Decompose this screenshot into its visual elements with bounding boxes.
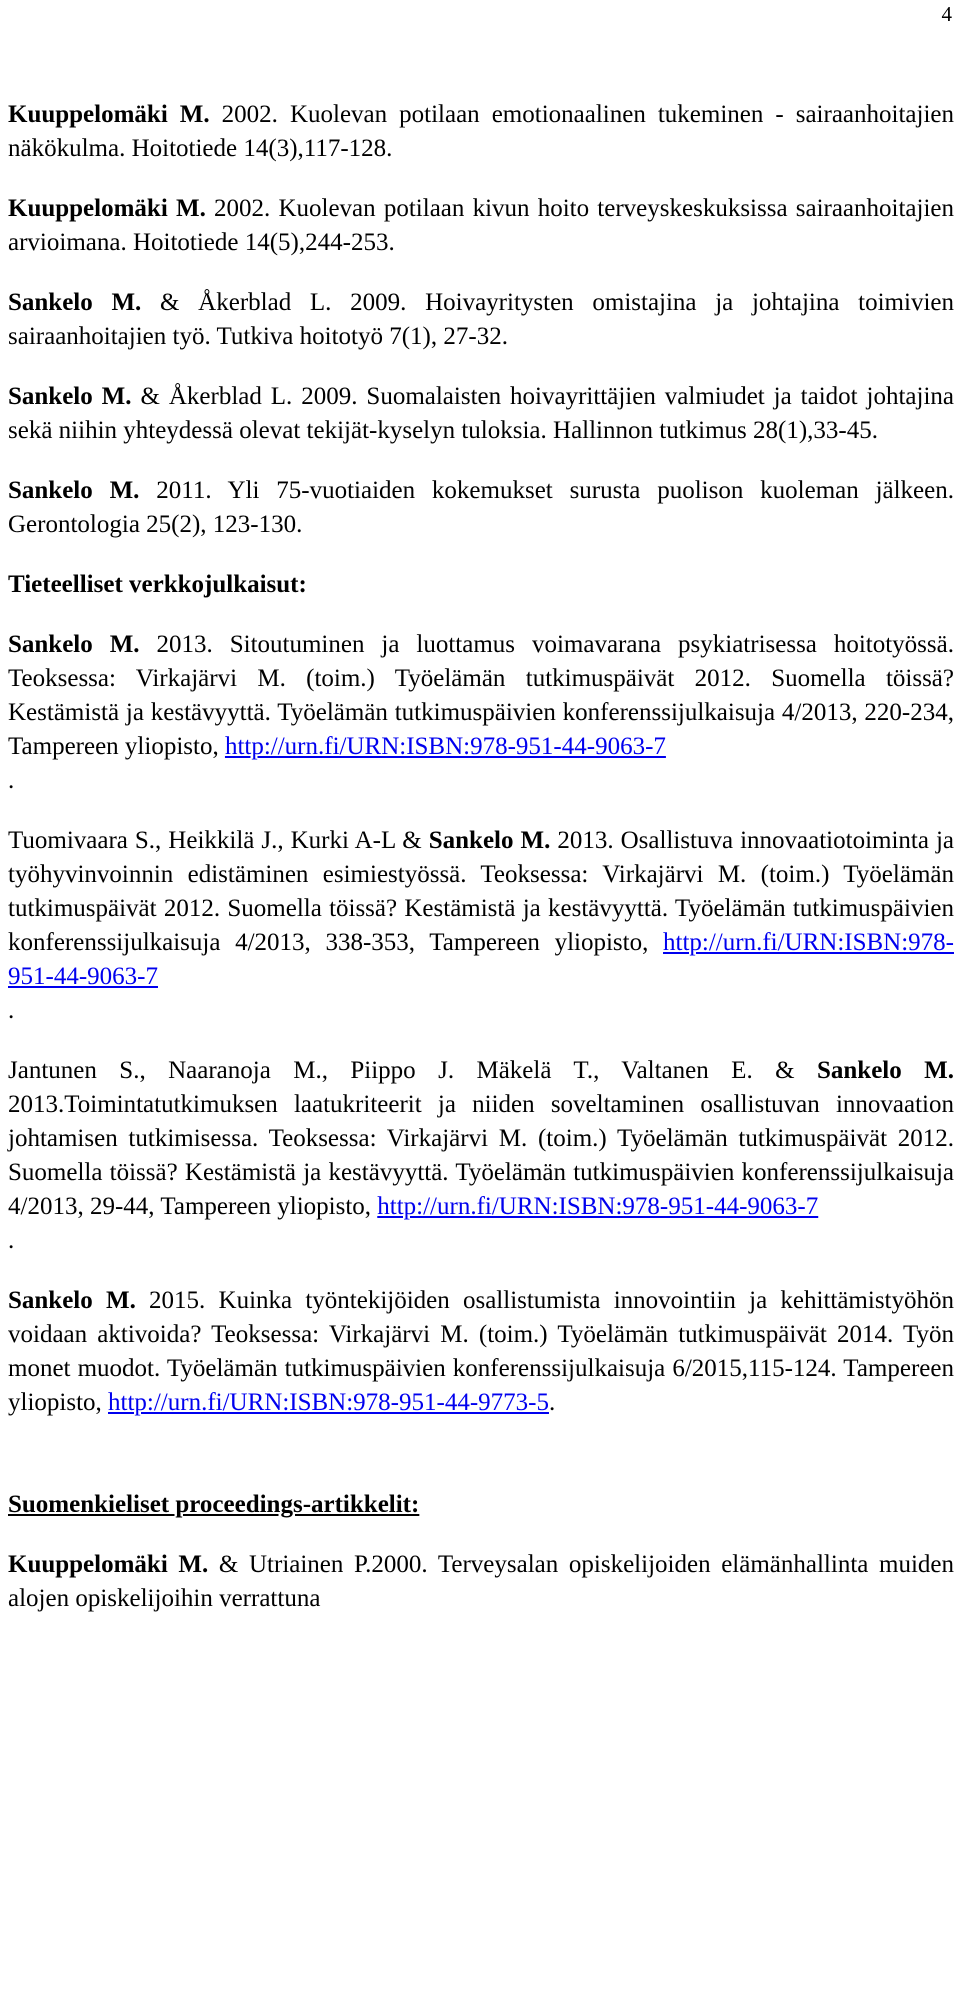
trailing-dot: . — [8, 767, 15, 794]
urn-link[interactable]: http://urn.fi/URN:ISBN:978-951-44-9773-5 — [108, 1389, 549, 1416]
online-reference-item — [8, 628, 954, 798]
reference-text: & Utriainen P.2000. Terveysalan opiskelijoiden elämänhallinta muiden alojen opiskelijoihin verrattuna — [8, 1551, 954, 1612]
trailing-dot: . — [8, 997, 15, 1024]
reference-authors: Sankelo M. — [428, 827, 551, 854]
reference-authors: Kuuppelomäki M. — [8, 1551, 209, 1578]
reference-text: & Åkerblad L. 2009. Hoivayritysten omistajina ja johtajina toimivien sairaanhoitajien työ. Tutkiva hoitotyö 7(1), 27-32. — [8, 289, 954, 350]
proceedings-reference-item — [8, 1548, 954, 1616]
reference-text: 2013. Osallistuva innovaatiotoiminta ja työhyvinvoinnin edistäminen esimiestyössä. Teoksessa: Virkajärvi M. (toim.) Työelämän tutkimuspäivät 2012. Suomella töissä? Kestämistä ja kestävyyttä. Työelämän tutkimuspäivien konferenssijulkaisuja 4/2013, 338-353, Tampereen yliopisto, — [8, 827, 954, 956]
reference-item — [8, 286, 954, 354]
online-reference-item — [8, 1054, 954, 1258]
urn-link[interactable]: http://urn.fi/URN:ISBN:978-951-44-9063-7 — [377, 1193, 819, 1220]
reference-text: 2013.Toimintatutkimuksen laatukriteerit ja niiden soveltaminen osallistuvan innovaation johtamisen tutkimisessa. Teoksessa: Virkajärvi M. (toim.) Työelämän tutkimuspäivät 2012. Suomella töissä? Kestämistä ja kestävyyttä. Työelämän tutkimuspäivien konferenssijulkaisuja 4/2013, 29-44, Tampereen yliopisto, — [8, 1091, 954, 1220]
reference-authors: Sankelo M. — [8, 1287, 136, 1314]
reference-suffix: . — [548, 1389, 556, 1416]
reference-authors: Sankelo M. — [8, 383, 132, 410]
section-heading-proceedings: Suomenkieliset proceedings-artikkelit: — [8, 1491, 420, 1518]
reference-text: 2002. Kuolevan potilaan kivun hoito terveyskeskuksissa sairaanhoitajien arvioimana. Hoitotiede 14(5),244-253. — [8, 195, 955, 256]
reference-coauthors: Tuomivaara S., Heikkilä J., Kurki A-L & — [8, 827, 429, 854]
document-body — [8, 98, 954, 1642]
reference-text: & Åkerblad L. 2009. Suomalaisten hoivayrittäjien valmiudet ja taidot johtajina sekä niihin yhteydessä olevat tekijät-kyselyn tuloksia. Hallinnon tutkimus 28(1),33-45. — [8, 383, 954, 444]
online-reference-item — [8, 1284, 954, 1420]
section-heading-online-publications: Tieteelliset verkkojulkaisut: — [8, 571, 307, 598]
page-number: 4 — [941, 2, 952, 26]
trailing-dot: . — [8, 1227, 15, 1254]
reference-item — [8, 192, 954, 260]
reference-text: 2015. Kuinka työntekijöiden osallistumista innovointiin ja kehittämistyöhön voidaan aktivoida? Teoksessa: Virkajärvi M. (toim.) Työelämän tutkimuspäivät 2014. Työn monet muodot. Työelämän tutkimuspäivien konferenssijulkaisuja 6/2015,115-124. Tampereen yliopisto, — [8, 1287, 954, 1416]
reference-item — [8, 380, 954, 448]
online-reference-item — [8, 824, 954, 1028]
reference-authors: Sankelo M. — [8, 477, 140, 504]
reference-text: 2002. Kuolevan potilaan emotionaalinen tukeminen - sairaanhoitajien näkökulma. Hoitotiede 14(3),117-128. — [8, 101, 954, 162]
reference-text: 2011. Yli 75-vuotiaiden kokemukset surusta puolison kuoleman jälkeen. Gerontologia 25(2), 123-130. — [8, 477, 955, 538]
reference-authors: Kuuppelomäki M. — [8, 195, 206, 222]
reference-item — [8, 474, 954, 542]
urn-link[interactable]: http://urn.fi/URN:ISBN:978-951-44-9063-7 — [224, 733, 666, 760]
urn-link[interactable]: http://urn.fi/URN:ISBN:978-951-44-9063-7 — [8, 929, 954, 990]
reference-authors: Sankelo M. — [816, 1057, 955, 1084]
reference-authors: Kuuppelomäki M. — [8, 101, 210, 128]
reference-item — [8, 98, 954, 166]
reference-authors: Sankelo M. — [8, 631, 140, 658]
reference-authors: Sankelo M. — [8, 289, 142, 316]
reference-text: 2013. Sitoutuminen ja luottamus voimavarana psykiatrisessa hoitotyössä. Teoksessa: Virkajärvi M. (toim.) Työelämän tutkimuspäivät 2012. Suomella töissä? Kestämistä ja kestävyyttä. Työelämän tutkimuspäivien konferenssijulkaisuja 4/2013, 220-234, Tampereen yliopisto, — [8, 631, 954, 760]
reference-coauthors: Jantunen S., Naaranoja M., Piippo J. Mäkelä T., Valtanen E. & — [8, 1057, 817, 1084]
